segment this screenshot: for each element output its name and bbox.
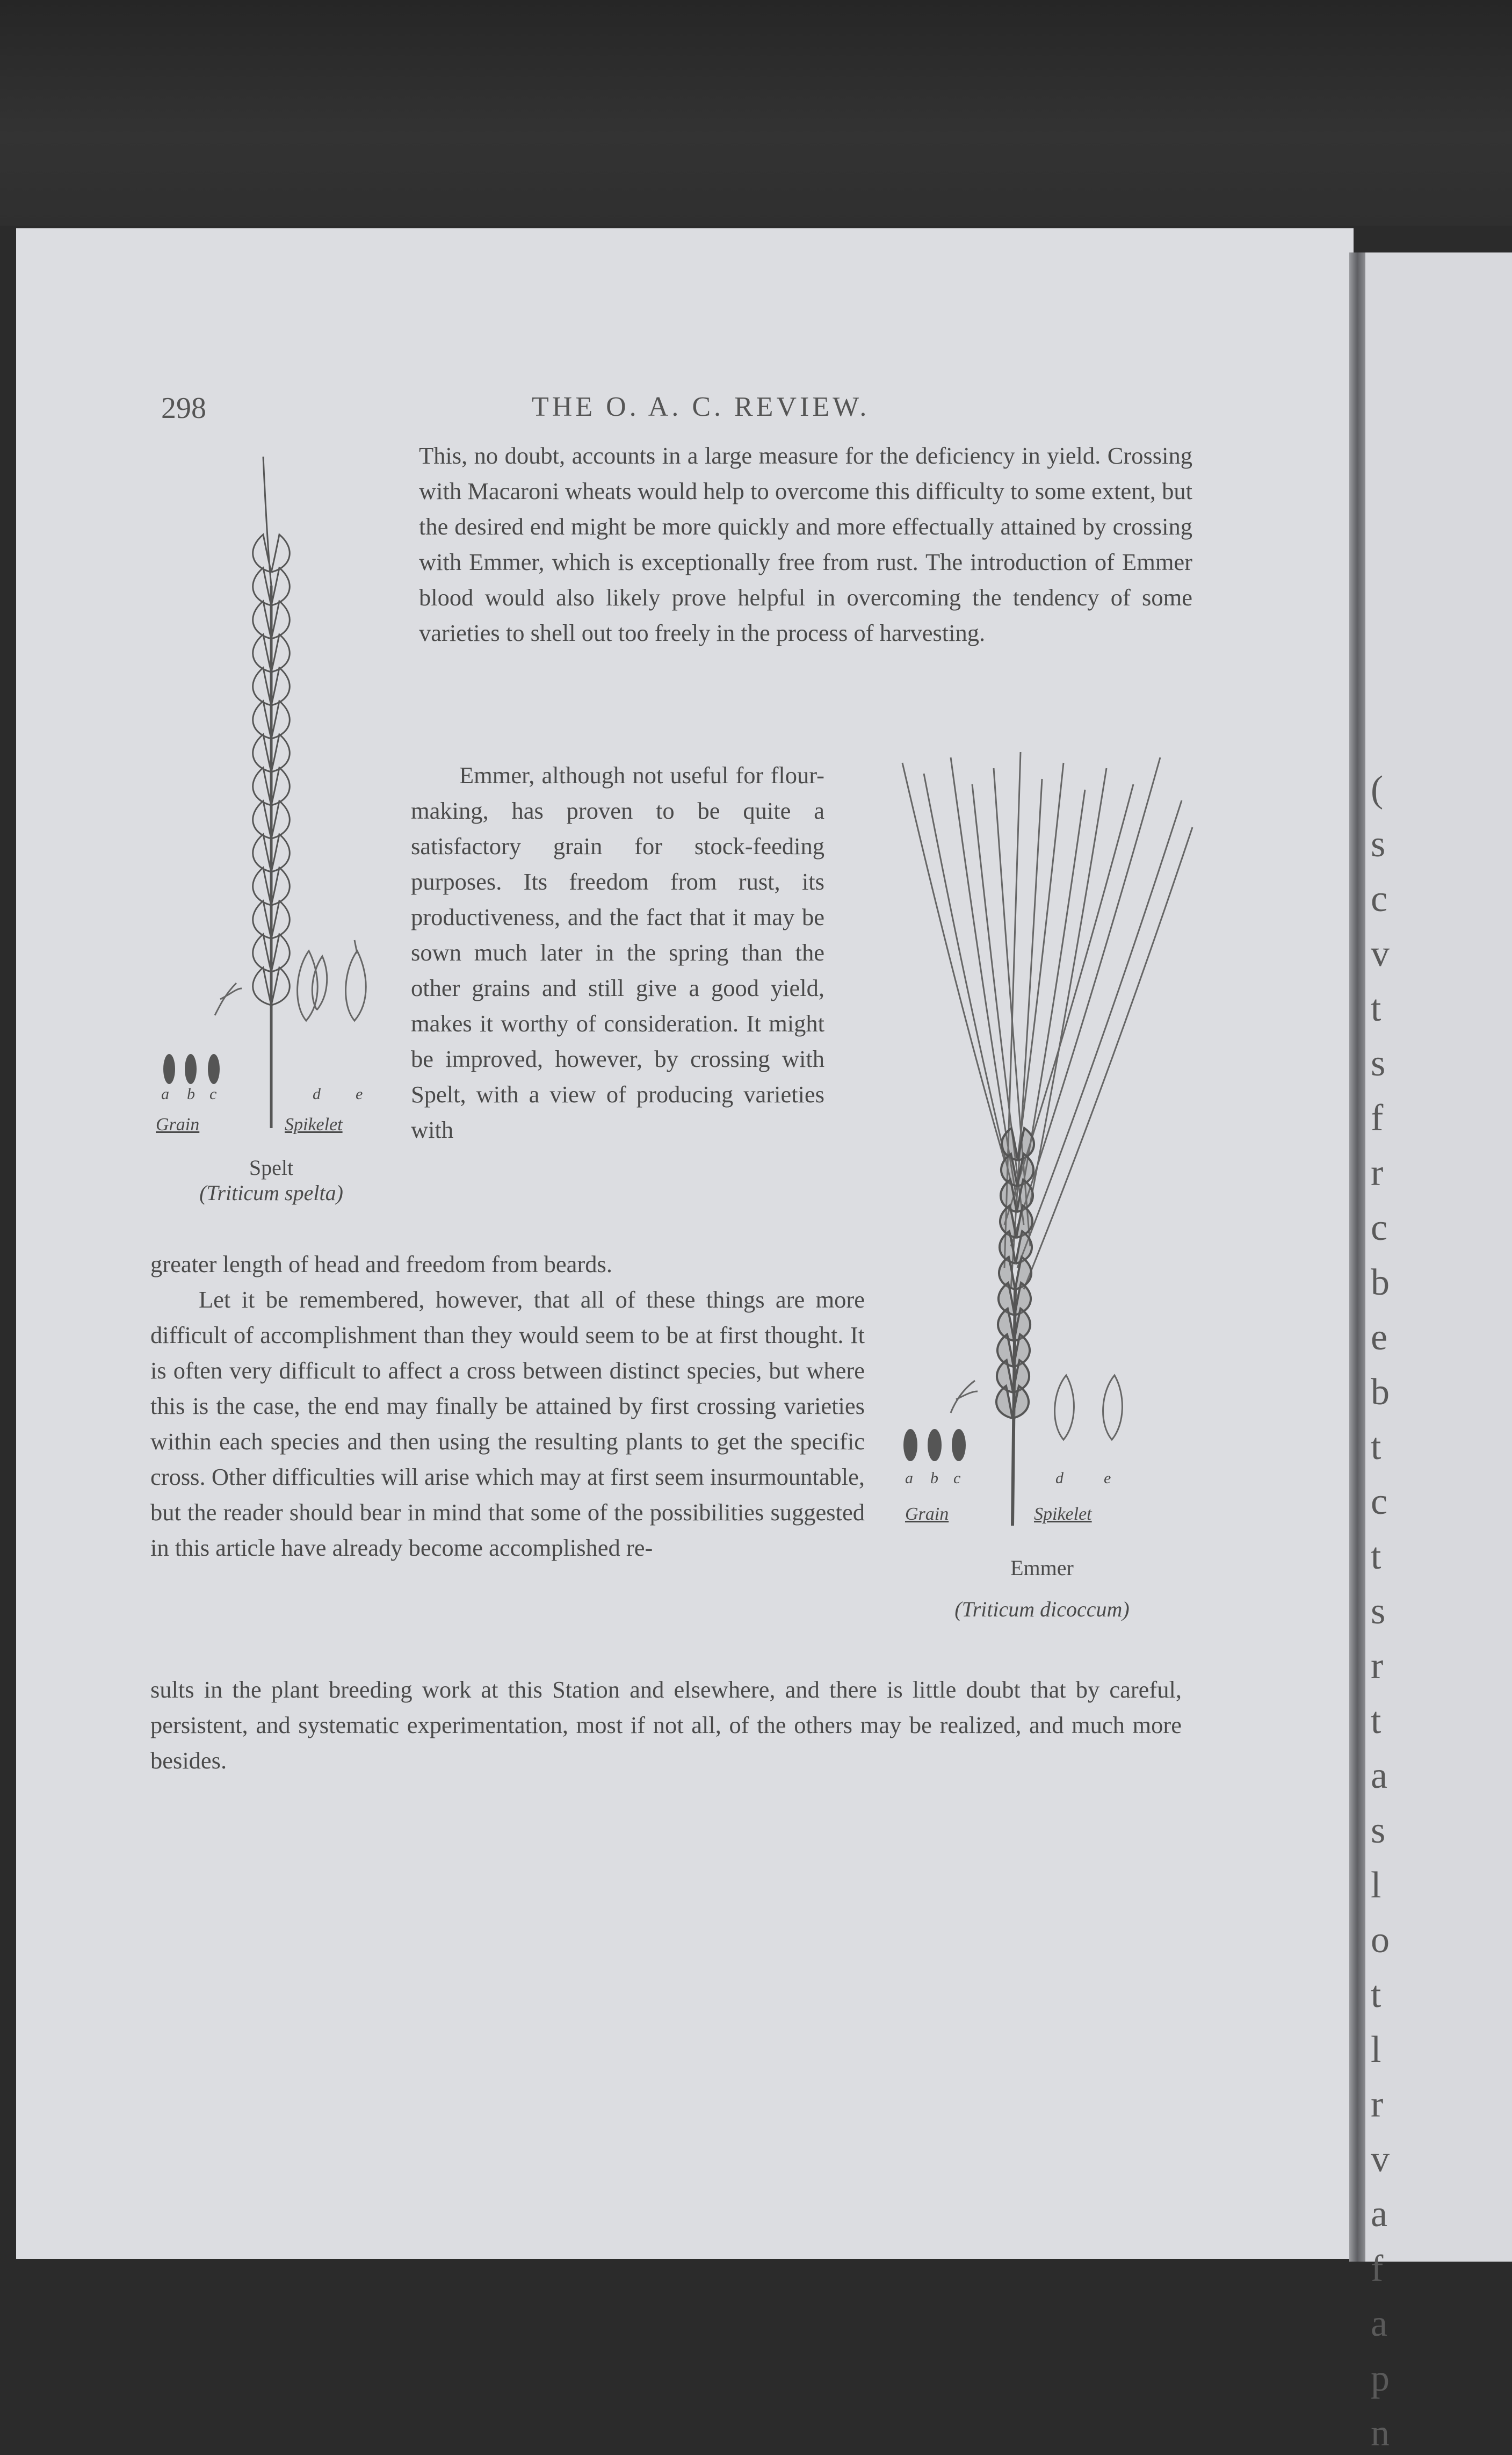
paragraph-2-end <box>150 1246 849 1282</box>
spelt-letter-c: c <box>209 1085 217 1103</box>
spelt-grain-label: Grain <box>156 1115 200 1135</box>
spelt-caption <box>156 1155 387 1205</box>
book-spine <box>1349 252 1365 2262</box>
next-page-fragment: t <box>1371 1700 1381 1742</box>
paragraph-2-text: Emmer, although not useful for flour-making, has proven to be quite a satisfactory grain for stock-feeding purposes. Its freedom from rust, its productiveness, and the fact that it may be sown much later in the spring than the other grains and still give a good yield, makes it worthy of consideration. It might be improved, however, by crossing with Spelt, with a view of producing varieties with <box>411 762 824 1143</box>
emmer-letter-c: c <box>953 1469 961 1487</box>
next-page-fragment: v <box>1371 933 1390 974</box>
spelt-letter-d: d <box>313 1085 321 1103</box>
next-page-fragment: t <box>1371 1536 1381 1577</box>
paragraph-3 <box>150 1282 865 1565</box>
emmer-grain-label: Grain <box>905 1504 949 1524</box>
next-page-edge <box>1365 252 1512 2454</box>
paragraph-1-text: This, no doubt, accounts in a large measure for the deficiency in yield. Crossing with Macaroni wheats would help to overcome this difficulty to some extent, but the desired end might be more quickly and more effectually attained by crossing with Emmer, which is exceptionally free from rust. The introduction of Emmer blood would also likely prove helpful in overcoming the tendency of some varieties to shell out too freely in the process of harvesting. <box>419 442 1192 646</box>
emmer-spikelet-label: Spikelet <box>1034 1504 1092 1524</box>
next-page-fragment: n <box>1371 2413 1390 2454</box>
spelt-letter-b: b <box>187 1085 195 1103</box>
paragraph-3-end-text: sults in the plant breeding work at this Station and elsewhere, and there is little doubt that by careful, persistent, and systematic experimentation, most if not all, of the others may be realized, and much more besides. <box>150 1676 1182 1774</box>
next-page-fragment: o <box>1371 1919 1390 1961</box>
next-page-fragment: r <box>1371 1152 1384 1194</box>
paragraph-1 <box>419 438 1192 651</box>
spelt-name: Spelt <box>249 1156 294 1180</box>
paragraph-3-end <box>150 1672 1182 1778</box>
next-page-fragment: r <box>1371 2084 1384 2125</box>
spelt-letter-a: a <box>161 1085 169 1103</box>
next-page-fragment: s <box>1371 1591 1386 1632</box>
next-page-fragment: t <box>1371 1974 1381 2016</box>
emmer-letter-a: a <box>905 1469 913 1487</box>
emmer-letter-e: e <box>1104 1469 1111 1487</box>
emmer-drawing <box>881 752 1203 1526</box>
next-page-fragment: b <box>1371 1262 1390 1303</box>
next-page-fragment: p <box>1371 2358 1390 2399</box>
next-page-fragment: a <box>1371 1755 1388 1796</box>
next-page-fragment: c <box>1371 1481 1388 1522</box>
next-page-fragment: f <box>1371 1097 1384 1139</box>
spelt-spikelet-label: Spikelet <box>285 1115 343 1135</box>
running-title: THE O. A. C. REVIEW. <box>532 392 870 422</box>
next-page-fragment: c <box>1371 1207 1388 1248</box>
emmer-scientific-name: (Triticum dicoccum) <box>954 1597 1130 1621</box>
next-page-fragment: l <box>1371 1865 1381 1906</box>
next-page-fragment: b <box>1371 1371 1390 1413</box>
emmer-name: Emmer <box>1010 1556 1074 1580</box>
next-page-fragment: s <box>1371 1043 1386 1084</box>
next-page-fragment: r <box>1371 1645 1384 1687</box>
next-page-fragment: c <box>1371 878 1388 920</box>
spelt-letter-e: e <box>356 1085 363 1103</box>
next-page-fragment: v <box>1371 2139 1390 2180</box>
scan-background-top <box>0 0 1512 226</box>
spelt-drawing <box>156 451 387 1150</box>
paragraph-2-end-text: greater length of head and freedom from beards. <box>150 1251 612 1277</box>
next-page-fragment: f <box>1371 2248 1384 2290</box>
paragraph-2 <box>411 757 824 1147</box>
next-page-fragment: a <box>1371 2193 1388 2235</box>
emmer-illustration <box>881 752 1203 1526</box>
paragraph-3-text: Let it be remembered, however, that all of these things are more difficult of accomplishment than they would seem to be at first thought. It is often very difficult to affect a cross between distinct species, but where this is the case, the end may finally be attained by first crossing varieties within each species and then using the resulting plants to get the specific cross. Other difficulties will arise which may at first seem insurmountable, but the reader should bear in mind that some of the possibilities suggested in this article have already become accomplished re- <box>150 1286 865 1561</box>
emmer-caption <box>881 1555 1203 1622</box>
emmer-letter-d: d <box>1055 1469 1064 1487</box>
next-page-fragment: s <box>1371 824 1386 865</box>
next-page-fragment: t <box>1371 1426 1381 1468</box>
next-page-fragment: l <box>1371 2029 1381 2070</box>
next-page-fragment: t <box>1371 988 1381 1029</box>
spelt-scientific-name: (Triticum spelta) <box>199 1181 343 1205</box>
next-page-fragment: ( <box>1371 769 1384 810</box>
next-page-fragment: e <box>1371 1317 1388 1358</box>
spelt-illustration <box>156 451 387 1150</box>
next-page-fragment: s <box>1371 1810 1386 1851</box>
next-page-fragment: a <box>1371 2303 1388 2344</box>
page-header <box>161 391 1182 439</box>
emmer-letter-b: b <box>930 1469 938 1487</box>
page-number: 298 <box>161 392 206 425</box>
